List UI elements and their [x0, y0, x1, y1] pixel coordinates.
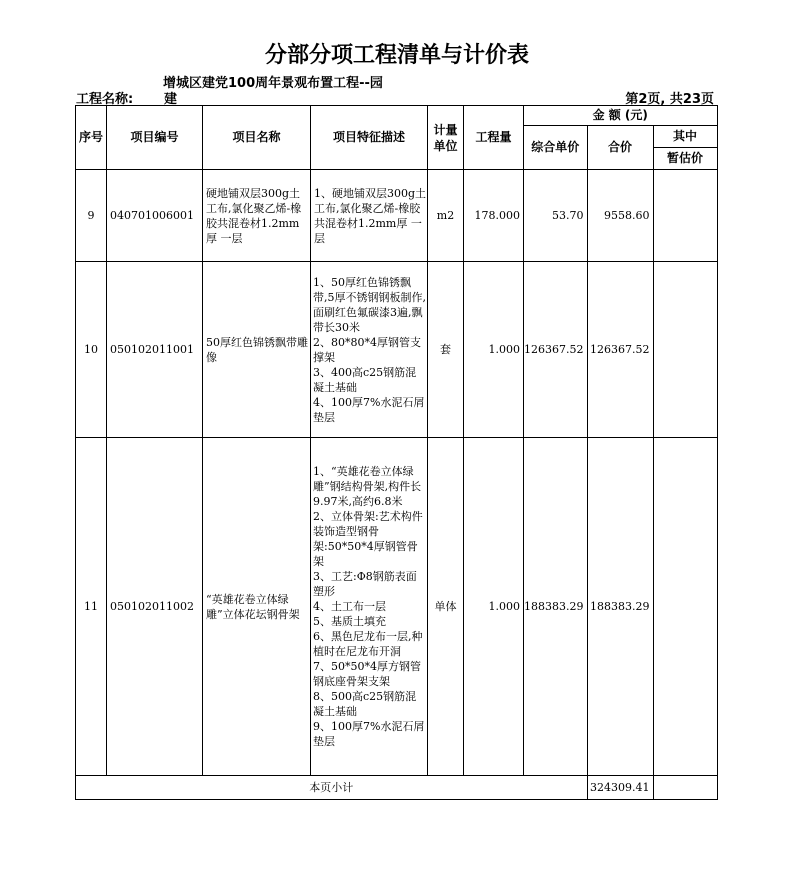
header-desc: 项目特征描述: [311, 106, 428, 170]
header-unit: 计量单位: [428, 106, 464, 170]
cell-name: 硬地铺双层300g土工布,氯化聚乙烯-橡胶共混卷材1.2mm厚 一层: [203, 170, 311, 262]
subtotal-provisional: [653, 776, 717, 800]
cell-desc: 1、50厚红色锦锈飘带,5厚不锈钢钢板制作,面刷红色氟碳漆3遍,飘带长30米 2、80*80*4厚钢管支撑架 3、400高c25钢筋混凝土基础 4、100厚7%水泥石屑垫层: [311, 262, 428, 438]
cell-unit: m2: [428, 170, 464, 262]
cell-code: 050102011002: [107, 438, 203, 776]
cell-provisional: [653, 438, 717, 776]
table-row: [76, 262, 718, 438]
cell-unit-price: 53.70: [524, 170, 588, 262]
project-full-name: 增城区建党100周年景观布置工程--园: [163, 76, 383, 91]
cell-total: 9558.60: [587, 170, 653, 262]
table-row: [76, 170, 718, 262]
header-total: 合价: [587, 126, 653, 170]
header-unit-price: 综合单价: [524, 126, 588, 170]
cell-qty: 1.000: [464, 262, 524, 438]
table-row: [76, 438, 718, 776]
header-code: 项目编号: [107, 106, 203, 170]
cell-qty: 1.000: [464, 438, 524, 776]
project-short-name: 建: [164, 92, 178, 107]
cell-total: 126367.52: [587, 262, 653, 438]
cell-provisional: [653, 170, 717, 262]
project-name-row: [76, 88, 714, 106]
cell-code: 040701006001: [107, 170, 203, 262]
header-seq: 序号: [76, 106, 107, 170]
cell-unit: 套: [428, 262, 464, 438]
pricing-table: [75, 105, 718, 800]
header-of-which: 其中: [653, 126, 717, 148]
header-name: 项目名称: [203, 106, 311, 170]
cell-total: 188383.29: [587, 438, 653, 776]
subtotal-total: 324309.41: [587, 776, 653, 800]
cell-seq: 10: [76, 262, 107, 438]
page-info: 第2页, 共23页: [625, 92, 714, 107]
header-qty: 工程量: [464, 106, 524, 170]
header-provisional: 暂估价: [653, 148, 717, 170]
cell-provisional: [653, 262, 717, 438]
cell-name: “英雄花卷立体绿雕”立体花坛钢骨架: [203, 438, 311, 776]
header-amount: 金 额 (元): [524, 106, 718, 126]
page-title: 分部分项工程清单与计价表: [264, 43, 529, 68]
cell-unit: 单体: [428, 438, 464, 776]
cell-unit-price: 188383.29: [524, 438, 588, 776]
cell-desc: 1、“英雄花卷立体绿雕”钢结构骨架,构件长9.97米,高约6.8米 2、立体骨架:艺术构件装饰造型钢骨架:50*50*4厚钢管骨架 3、工艺:Φ8钢筋表面塑形 4、土工布一层 5、基质土填充 6、黑色尼龙布一层,种植时在尼龙布开洞 7、50*50*4厚方钢管钢底座骨架支架 8、500高c25钢筋混凝土基础 9、100厚7%水泥石屑垫层: [311, 438, 428, 776]
cell-qty: 178.000: [464, 170, 524, 262]
cell-unit-price: 126367.52: [524, 262, 588, 438]
cell-seq: 9: [76, 170, 107, 262]
cell-name: 50厚红色锦锈飘带雕像: [203, 262, 311, 438]
subtotal-label: 本页小计: [76, 776, 588, 800]
cell-desc: 1、硬地铺双层300g土工布,氯化聚乙烯-橡胶共混卷材1.2mm厚 一层: [311, 170, 428, 262]
project-label: 工程名称:: [76, 92, 134, 107]
cell-code: 050102011001: [107, 262, 203, 438]
subtotal-row: [76, 776, 718, 800]
cell-seq: 11: [76, 438, 107, 776]
